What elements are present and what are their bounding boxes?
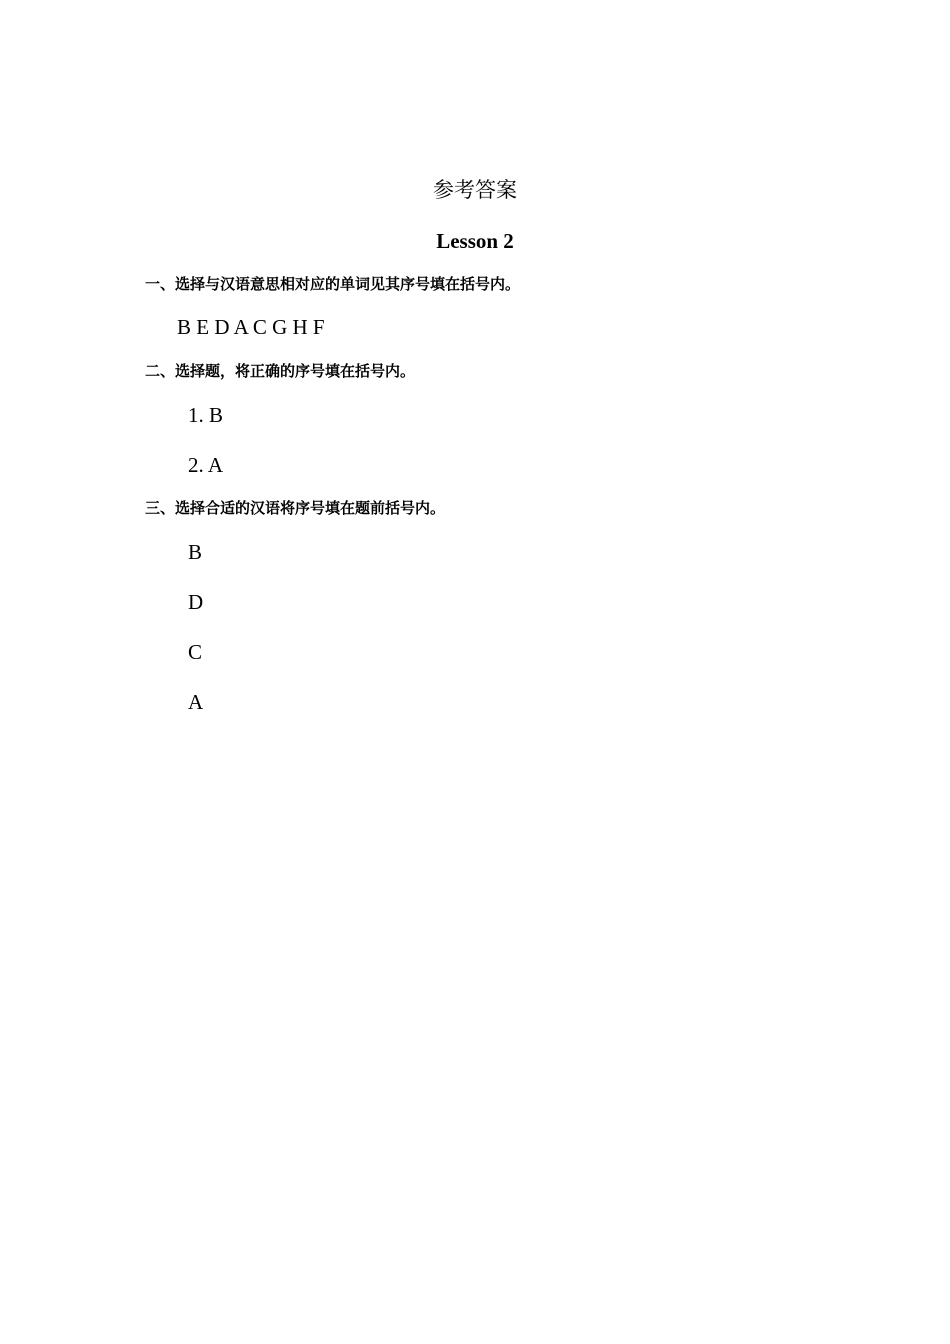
- section-3-answer-1: B: [188, 540, 203, 564]
- section-3-answer-2: D: [188, 590, 204, 614]
- section-heading-3: 三、选择合适的汉语将序号填在题前括号内。: [145, 499, 446, 517]
- page-title: 参考答案: [433, 178, 517, 202]
- section-2-answer-2: 2. A: [188, 453, 224, 477]
- section-2-answer-1: 1. B: [188, 403, 224, 427]
- lesson-title: Lesson 2: [436, 229, 514, 253]
- section-3-answer-3: C: [188, 640, 203, 664]
- section-1-answer: B E D A C G H F: [177, 315, 325, 339]
- section-heading-2: 二、选择题，将正确的序号填在括号内。: [145, 362, 416, 380]
- section-heading-1: 一、选择与汉语意思相对应的单词见其序号填在括号内。: [145, 275, 521, 293]
- section-3-answer-4: A: [188, 690, 204, 714]
